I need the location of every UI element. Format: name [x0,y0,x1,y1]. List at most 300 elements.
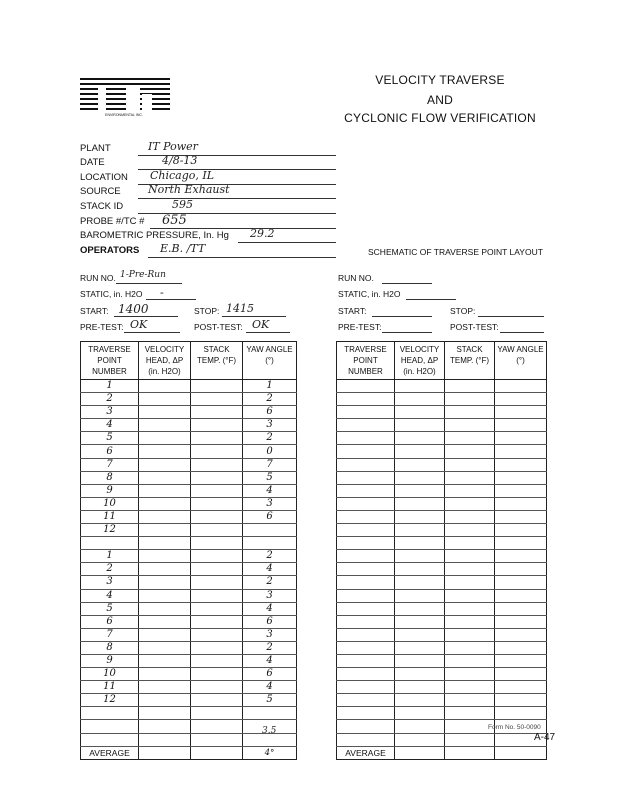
table-row [337,654,547,667]
velocity-cell [395,393,445,406]
yaw-cell [495,497,547,510]
point-cell: 3 [81,576,139,589]
yaw-cell [495,563,547,576]
operators-label: OPERATORS [80,245,140,256]
velocity-cell [395,654,445,667]
table-row [81,628,297,641]
left-start-underline [114,316,178,317]
point-cell [337,733,395,746]
table-row [81,681,297,694]
yaw-cell: 5 [243,694,297,707]
temp-cell [445,694,495,707]
left-run-label: RUN NO. [80,273,116,283]
table-row [81,589,297,602]
yaw-cell: 4 [243,484,297,497]
yaw-cell: 4 [243,681,297,694]
table-row [81,484,297,497]
point-cell [337,707,395,720]
temp-cell [445,681,495,694]
left-posttest-underline [246,332,290,333]
velocity-cell [139,694,191,707]
plant-label: PLANT [80,143,111,154]
source-value: North Exhaust [148,183,230,196]
velocity-cell [139,733,191,746]
velocity-cell [395,537,445,550]
left-stop-label: STOP: [194,306,220,316]
table-row [81,458,297,471]
velocity-cell [395,471,445,484]
table-row [337,510,547,523]
yaw-cell: 4 [243,563,297,576]
velocity-cell [395,602,445,615]
point-cell [337,393,395,406]
right-stop-underline [478,316,544,317]
temp-cell [191,668,243,681]
point-cell [337,497,395,510]
table-row [337,576,547,589]
point-cell [337,471,395,484]
table-row [81,576,297,589]
temp-cell [445,628,495,641]
temp-cell [445,550,495,563]
right-pretest-label: PRE-TEST: [338,322,382,332]
point-cell [337,681,395,694]
yaw-cell [495,537,547,550]
table-row [337,484,547,497]
temp-cell [191,720,243,733]
average-cell [445,746,495,759]
temp-cell [445,471,495,484]
velocity-cell [139,563,191,576]
velocity-cell [395,445,445,458]
velocity-cell [139,707,191,720]
yaw-cell [495,406,547,419]
left-stop-value: 1415 [226,302,254,315]
velocity-cell [395,668,445,681]
yaw-cell [495,393,547,406]
table-row [337,524,547,537]
velocity-cell [139,537,191,550]
table-row [81,641,297,654]
average-cell [191,746,243,759]
point-cell: 1 [81,380,139,393]
temp-cell [445,458,495,471]
right-posttest-label: POST-TEST: [450,322,499,332]
right-static-label: STATIC, in. H2O [338,289,401,299]
table-row [337,380,547,393]
table-row [81,707,297,720]
page-number: A-47 [534,732,556,743]
yaw-cell: 4 [243,654,297,667]
velocity-cell [139,393,191,406]
velocity-cell [139,668,191,681]
probe-label: PROBE #/TC # [80,216,145,227]
temp-cell [191,641,243,654]
right-traverse-table [336,341,547,760]
velocity-cell [395,733,445,746]
title-line-1: VELOCITY TRAVERSE [375,73,505,87]
point-cell: 10 [81,668,139,681]
temp-cell [191,602,243,615]
table-row [337,707,547,720]
location-label: LOCATION [80,172,128,183]
velocity-cell [139,602,191,615]
yaw-cell [495,615,547,628]
baro-label: BAROMETRIC PRESSURE, In. Hg [80,230,229,241]
temp-cell [191,694,243,707]
temp-cell [445,524,495,537]
right-static-underline [406,299,456,300]
yaw-cell [495,654,547,667]
velocity-cell [395,380,445,393]
point-cell [337,537,395,550]
left-start-label: START: [80,306,109,316]
temp-cell [445,563,495,576]
temp-cell [191,484,243,497]
table-row [337,458,547,471]
table-row [81,563,297,576]
temp-cell [445,445,495,458]
point-cell: 5 [81,432,139,445]
yaw-cell: 3 [243,589,297,602]
point-cell [337,628,395,641]
point-cell: 4 [81,589,139,602]
temp-cell [191,654,243,667]
yaw-cell: 0 [243,445,297,458]
velocity-cell [139,406,191,419]
yaw-cell: 2 [243,432,297,445]
location-value: Chicago, IL [150,169,215,182]
probe-underline [150,228,336,229]
yaw-cell: 3 [243,419,297,432]
point-cell [81,720,139,733]
below-note: 3.5 [262,726,277,736]
velocity-cell [139,497,191,510]
source-underline [138,198,336,199]
point-cell [337,510,395,523]
table-row [81,497,297,510]
yaw-cell: 4 [243,602,297,615]
yaw-cell [495,668,547,681]
velocity-cell [139,458,191,471]
table-row [337,445,547,458]
temp-cell [445,497,495,510]
velocity-cell [395,419,445,432]
left-static-label: STATIC, in. H2O [80,289,143,299]
point-cell [337,563,395,576]
table-row [81,380,297,393]
yaw-cell [495,589,547,602]
yaw-cell: 5 [243,471,297,484]
yaw-cell [495,471,547,484]
yaw-cell [495,432,547,445]
baro-underline [238,242,336,243]
table-row [81,524,297,537]
velocity-cell [395,563,445,576]
header-velocity-head: VELOCITY HEAD, ΔP (in. H2O) [395,342,445,380]
table-row [81,406,297,419]
point-cell: 3 [81,406,139,419]
velocity-cell [139,380,191,393]
header-yaw-angle: YAW ANGLE (°) [495,342,547,380]
average-cell [395,746,445,759]
point-cell [337,445,395,458]
temp-cell [445,510,495,523]
point-cell [337,615,395,628]
velocity-cell [395,576,445,589]
table-row [81,654,297,667]
table-row [337,668,547,681]
right-run-label: RUN NO. [338,273,374,283]
temp-cell [445,393,495,406]
yaw-cell [495,524,547,537]
temp-cell [445,720,495,733]
temp-cell [191,576,243,589]
point-cell [81,707,139,720]
table-row [81,602,297,615]
table-row [337,497,547,510]
velocity-cell [395,707,445,720]
temp-cell [445,576,495,589]
velocity-cell [139,524,191,537]
temp-cell [191,445,243,458]
temp-cell [191,406,243,419]
right-start-label: START: [338,306,367,316]
point-cell [337,641,395,654]
velocity-cell [139,720,191,733]
yaw-cell [243,707,297,720]
velocity-cell [395,510,445,523]
point-cell: 10 [81,497,139,510]
temp-cell [445,733,495,746]
point-cell [337,720,395,733]
left-pretest-underline [124,332,180,333]
table-row [81,510,297,523]
point-cell: 6 [81,445,139,458]
yaw-cell [495,707,547,720]
table-row [337,419,547,432]
yaw-cell [495,458,547,471]
yaw-cell [495,628,547,641]
yaw-cell: 6 [243,406,297,419]
yaw-cell: 1 [243,380,297,393]
velocity-cell [395,550,445,563]
velocity-cell [139,615,191,628]
temp-cell [191,537,243,550]
temp-cell [191,550,243,563]
velocity-cell [139,445,191,458]
right-start-underline [372,316,432,317]
temp-cell [445,589,495,602]
stack-id-value: 595 [172,198,193,211]
point-cell: 6 [81,615,139,628]
temp-cell [445,432,495,445]
point-cell: 7 [81,628,139,641]
logo-subtext: ENVIRONMENTAL INC. [105,113,143,117]
average-row [81,746,297,759]
left-run-underline [116,283,182,284]
point-cell: 12 [81,524,139,537]
date-value: 4/8-13 [162,154,198,167]
left-traverse-table [80,341,297,760]
operators-underline [148,257,336,258]
temp-cell [191,419,243,432]
right-posttest-underline [500,332,544,333]
yaw-cell [495,681,547,694]
temp-cell [445,537,495,550]
header-stack-temp: STACK TEMP. (°F) [191,342,243,380]
temp-cell [191,681,243,694]
temp-cell [445,641,495,654]
velocity-cell [395,628,445,641]
velocity-cell [139,484,191,497]
table-row [337,681,547,694]
yaw-cell: 7 [243,458,297,471]
right-stop-label: STOP: [450,306,476,316]
left-run-value: 1-Pre-Run [120,270,166,280]
temp-cell [191,615,243,628]
velocity-cell [395,497,445,510]
point-cell [81,537,139,550]
point-cell [337,602,395,615]
velocity-cell [139,432,191,445]
baro-value: 29.2 [250,227,275,240]
point-cell [81,733,139,746]
plant-value: IT Power [148,140,198,153]
yaw-cell [495,576,547,589]
table-row [81,550,297,563]
header-stack-temp: STACK TEMP. (°F) [445,342,495,380]
point-cell [337,576,395,589]
point-cell: 11 [81,681,139,694]
table-row [81,615,297,628]
temp-cell [445,419,495,432]
temp-cell [191,471,243,484]
velocity-cell [395,432,445,445]
temp-cell [191,628,243,641]
table-row [337,471,547,484]
temp-cell [445,615,495,628]
yaw-cell: 2 [243,393,297,406]
velocity-cell [139,576,191,589]
velocity-cell [395,524,445,537]
operators-value: E.B. /TT [160,242,206,255]
yaw-cell: 6 [243,615,297,628]
temp-cell [445,484,495,497]
point-cell [337,668,395,681]
table-row [81,419,297,432]
table-row [81,393,297,406]
velocity-cell [139,589,191,602]
date-label: DATE [80,157,105,168]
velocity-cell [139,628,191,641]
velocity-cell [395,484,445,497]
right-pretest-underline [382,332,432,333]
header-traverse-point: TRAVERSE POINT NUMBER [81,342,139,380]
temp-cell [445,406,495,419]
temp-cell [191,497,243,510]
velocity-cell [139,641,191,654]
left-start-value: 1400 [118,302,149,316]
table-row [337,641,547,654]
title-line-2: AND [427,93,453,107]
table-row [337,432,547,445]
velocity-cell [139,419,191,432]
right-run-underline [382,283,432,284]
temp-cell [445,707,495,720]
point-cell: 2 [81,563,139,576]
velocity-cell [139,681,191,694]
table-row [81,432,297,445]
temp-cell [445,380,495,393]
title-line-3: CYCLONIC FLOW VERIFICATION [344,111,536,125]
header-velocity-head: VELOCITY HEAD, ΔP (in. H2O) [139,342,191,380]
yaw-cell [495,380,547,393]
header-traverse-point: TRAVERSE POINT NUMBER [337,342,395,380]
header-yaw-angle: YAW ANGLE (°) [243,342,297,380]
point-cell: 2 [81,393,139,406]
probe-value: 655 [162,213,187,228]
left-pretest-label: PRE-TEST: [80,322,124,332]
point-cell [337,550,395,563]
temp-cell [191,458,243,471]
velocity-cell [139,550,191,563]
velocity-cell [395,681,445,694]
stack-id-label: STACK ID [80,201,124,212]
point-cell: 4 [81,419,139,432]
yaw-cell: 2 [243,550,297,563]
table-row [337,537,547,550]
table-row [337,615,547,628]
point-cell [337,654,395,667]
yaw-cell: 2 [243,641,297,654]
velocity-cell [395,641,445,654]
temp-cell [445,654,495,667]
yaw-cell [495,419,547,432]
point-cell [337,380,395,393]
yaw-cell [495,694,547,707]
average-label: AVERAGE [81,746,139,759]
average-row [337,746,547,759]
table-row [81,668,297,681]
point-cell [337,432,395,445]
yaw-cell [243,524,297,537]
point-cell [337,524,395,537]
average-cell [495,746,547,759]
table-row [81,537,297,550]
temp-cell [191,510,243,523]
temp-cell [191,563,243,576]
table-row [81,694,297,707]
point-cell: 5 [81,602,139,615]
point-cell: 12 [81,694,139,707]
point-cell: 1 [81,550,139,563]
velocity-cell [395,720,445,733]
temp-cell [445,602,495,615]
point-cell: 11 [81,510,139,523]
table-row [337,694,547,707]
form-code: Form No. 50-0090 [488,724,541,731]
table-row [81,445,297,458]
temp-cell [191,393,243,406]
yaw-cell: 3 [243,497,297,510]
table-row [337,589,547,602]
velocity-cell [395,615,445,628]
left-static-value: - [160,286,164,299]
left-stop-underline [222,316,286,317]
source-label: SOURCE [80,186,121,197]
point-cell: 8 [81,471,139,484]
